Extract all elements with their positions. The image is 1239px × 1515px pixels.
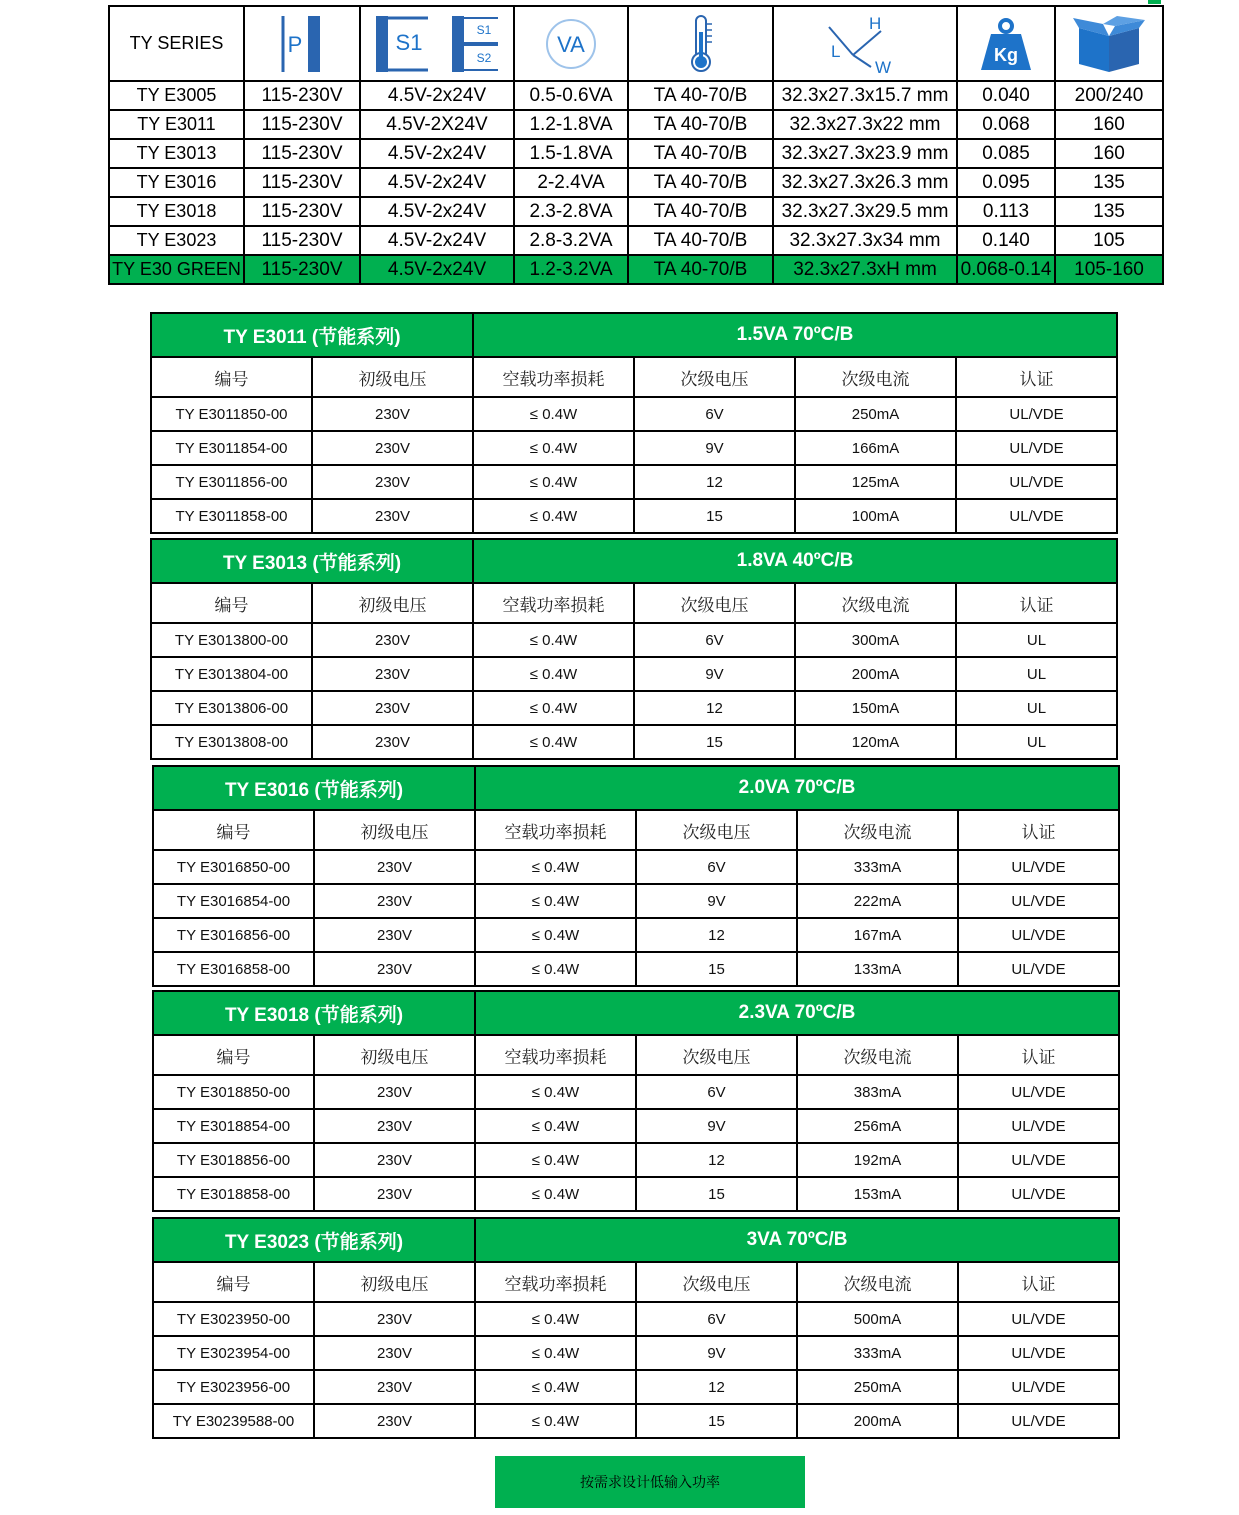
column-header: 空载功率损耗	[473, 357, 634, 397]
table-cell: TY E3011856-00	[151, 465, 312, 499]
overview-cell: 0.068	[957, 110, 1055, 139]
overview-cell: 105	[1055, 226, 1163, 255]
overview-cell: 160	[1055, 110, 1163, 139]
overview-row	[109, 226, 1163, 255]
packing-quantity-header	[1055, 6, 1163, 81]
column-header: 认证	[958, 810, 1119, 850]
table-cell: UL	[956, 691, 1117, 725]
table-cell: 230V	[314, 1075, 475, 1109]
table-cell: 333mA	[797, 1336, 958, 1370]
overview-cell: 135	[1055, 197, 1163, 226]
secondary-voltage-header	[360, 6, 514, 81]
overview-cell: 115-230V	[244, 168, 360, 197]
overview-cell: 115-230V	[244, 197, 360, 226]
spec-table-header	[153, 1218, 1119, 1262]
table-cell: 15	[636, 1177, 797, 1211]
table-cell: ≤ 0.4W	[475, 1177, 636, 1211]
column-header: 编号	[153, 1035, 314, 1075]
table-cell: TY E3018854-00	[153, 1109, 314, 1143]
table-cell: 150mA	[795, 691, 956, 725]
spec-column-headers	[153, 810, 1119, 850]
overview-cell: TA 40-70/B	[628, 226, 773, 255]
table-cell: TY E3013806-00	[151, 691, 312, 725]
weight-icon-label: Kg	[994, 44, 1018, 65]
table-cell: UL/VDE	[958, 918, 1119, 952]
table-cell: 12	[634, 465, 795, 499]
table-cell: 12	[636, 1370, 797, 1404]
dual-secondary-icon	[452, 16, 498, 72]
table-cell: 200mA	[795, 657, 956, 691]
overview-cell: 32.3x27.3x34 mm	[773, 226, 957, 255]
table-cell: ≤ 0.4W	[475, 952, 636, 986]
column-header: 次级电压	[634, 583, 795, 623]
table-row	[153, 1370, 1119, 1404]
overview-cell: TA 40-70/B	[628, 139, 773, 168]
table-cell: 230V	[312, 499, 473, 533]
column-header: 空载功率损耗	[475, 810, 636, 850]
table-row	[153, 1177, 1119, 1211]
table-row	[153, 1109, 1119, 1143]
table-cell: 12	[636, 1143, 797, 1177]
table-cell: ≤ 0.4W	[475, 1143, 636, 1177]
table-cell: 200mA	[797, 1404, 958, 1438]
temperature-class-header	[628, 6, 773, 81]
table-cell: 230V	[314, 1143, 475, 1177]
table-cell: ≤ 0.4W	[475, 1404, 636, 1438]
overview-cell: 4.5V-2X24V	[360, 110, 514, 139]
overview-cell: 0.068-0.14	[957, 255, 1055, 284]
table-cell: UL/VDE	[956, 499, 1117, 533]
table-cell: 230V	[314, 1370, 475, 1404]
dim-w-label: W	[875, 57, 892, 75]
table-row	[151, 657, 1117, 691]
overview-cell: 32.3x27.3x15.7 mm	[773, 81, 957, 110]
table-cell: ≤ 0.4W	[475, 1336, 636, 1370]
table-row	[153, 952, 1119, 986]
table-cell: UL/VDE	[956, 431, 1117, 465]
overview-row	[109, 197, 1163, 226]
table-cell: 6V	[636, 850, 797, 884]
table-cell: ≤ 0.4W	[475, 850, 636, 884]
table-cell: ≤ 0.4W	[473, 431, 634, 465]
column-header: 初级电压	[312, 357, 473, 397]
table-cell: ≤ 0.4W	[475, 1370, 636, 1404]
table-cell: 230V	[314, 1302, 475, 1336]
column-header: 编号	[151, 583, 312, 623]
table-row	[151, 691, 1117, 725]
table-cell: 230V	[312, 623, 473, 657]
table-cell: 230V	[314, 1336, 475, 1370]
spec-column-headers	[153, 1035, 1119, 1075]
table-row	[153, 850, 1119, 884]
overview-cell: 0.113	[957, 197, 1055, 226]
column-header: 次级电流	[797, 810, 958, 850]
column-header: 编号	[153, 810, 314, 850]
dimensions-header	[773, 6, 957, 81]
table-cell: UL	[956, 623, 1117, 657]
overview-row	[109, 81, 1163, 110]
overview-body	[109, 81, 1163, 284]
overview-cell: TY E3018	[109, 197, 244, 226]
table-cell: 6V	[634, 397, 795, 431]
column-header: 空载功率损耗	[473, 583, 634, 623]
table-cell: 15	[636, 1404, 797, 1438]
spec-table-title: TY E3018 (节能系列)	[153, 991, 475, 1035]
column-header: 认证	[958, 1262, 1119, 1302]
table-cell: UL/VDE	[956, 465, 1117, 499]
dim-l-label: L	[831, 41, 841, 61]
column-header: 次级电流	[795, 583, 956, 623]
table-cell: 300mA	[795, 623, 956, 657]
table-cell: 230V	[314, 1404, 475, 1438]
spec-table-title: TY E3016 (节能系列)	[153, 766, 475, 810]
overview-cell: TY E3011	[109, 110, 244, 139]
overview-row	[109, 139, 1163, 168]
column-header: 次级电压	[636, 1262, 797, 1302]
table-cell: ≤ 0.4W	[475, 1075, 636, 1109]
series-label-text: TY SERIES	[129, 33, 224, 53]
table-cell: 250mA	[797, 1370, 958, 1404]
overview-cell: 32.3x27.3xH mm	[773, 255, 957, 284]
table-cell: 6V	[636, 1302, 797, 1336]
overview-cell: 115-230V	[244, 255, 360, 284]
overview-cell: TY E3013	[109, 139, 244, 168]
va-icon-label: VA	[557, 31, 585, 57]
table-cell: 256mA	[797, 1109, 958, 1143]
table-row	[151, 623, 1117, 657]
overview-cell: 135	[1055, 168, 1163, 197]
table-cell: 125mA	[795, 465, 956, 499]
table-cell: ≤ 0.4W	[475, 918, 636, 952]
table-cell: UL	[956, 725, 1117, 759]
table-cell: 15	[634, 725, 795, 759]
column-header: 初级电压	[312, 583, 473, 623]
table-cell: 230V	[312, 725, 473, 759]
spec-table	[150, 312, 1118, 534]
column-header: 次级电流	[797, 1262, 958, 1302]
table-cell: TY E3011850-00	[151, 397, 312, 431]
table-cell: 9V	[636, 884, 797, 918]
overview-cell: TY E3005	[109, 81, 244, 110]
table-cell: TY E3018858-00	[153, 1177, 314, 1211]
table-cell: 6V	[634, 623, 795, 657]
column-header: 认证	[958, 1035, 1119, 1075]
overview-cell: 4.5V-2x24V	[360, 168, 514, 197]
spec-column-headers	[151, 583, 1117, 623]
table-cell: 120mA	[795, 725, 956, 759]
table-cell: ≤ 0.4W	[475, 884, 636, 918]
spec-table-title: TY E3013 (节能系列)	[151, 539, 473, 583]
overview-cell: 200/240	[1055, 81, 1163, 110]
spec-table-rating: 2.0VA 70ºC/B	[475, 766, 1119, 810]
column-header: 编号	[153, 1262, 314, 1302]
table-cell: UL/VDE	[958, 1177, 1119, 1211]
table-cell: 230V	[312, 465, 473, 499]
spec-table	[152, 765, 1120, 987]
table-cell: TY E3016850-00	[153, 850, 314, 884]
overview-cell: 105-160	[1055, 255, 1163, 284]
overview-cell: 4.5V-2x24V	[360, 197, 514, 226]
dim-h-label: H	[869, 13, 882, 33]
spec-table	[150, 538, 1118, 760]
table-cell: ≤ 0.4W	[473, 499, 634, 533]
table-cell: 230V	[314, 952, 475, 986]
overview-cell: 1.5-1.8VA	[514, 139, 628, 168]
overview-cell: TY E3016	[109, 168, 244, 197]
s2-label: S2	[476, 50, 492, 65]
table-row	[151, 465, 1117, 499]
table-cell: 12	[634, 691, 795, 725]
overview-cell: 0.095	[957, 168, 1055, 197]
column-header: 初级电压	[314, 810, 475, 850]
column-header: 认证	[956, 357, 1117, 397]
table-cell: UL/VDE	[958, 952, 1119, 986]
spec-table-header	[151, 313, 1117, 357]
table-cell: UL/VDE	[958, 1370, 1119, 1404]
overview-row	[109, 168, 1163, 197]
series-label	[109, 6, 244, 81]
spec-table-header	[153, 766, 1119, 810]
spec-table-header	[153, 991, 1119, 1035]
column-header: 次级电流	[797, 1035, 958, 1075]
primary-voltage-header	[244, 6, 360, 81]
overview-cell: TA 40-70/B	[628, 197, 773, 226]
table-cell: 230V	[314, 850, 475, 884]
table-cell: UL/VDE	[958, 1302, 1119, 1336]
spec-table	[152, 1217, 1120, 1439]
table-cell: UL/VDE	[958, 1143, 1119, 1177]
table-cell: ≤ 0.4W	[473, 397, 634, 431]
column-header: 次级电流	[795, 357, 956, 397]
power-rating-header	[514, 6, 628, 81]
table-cell: UL/VDE	[958, 884, 1119, 918]
table-cell: 333mA	[797, 850, 958, 884]
table-row	[153, 1143, 1119, 1177]
overview-cell: TA 40-70/B	[628, 168, 773, 197]
overview-cell: 2.3-2.8VA	[514, 197, 628, 226]
design-low-input-power-button[interactable]: 按需求设计低输入功率	[495, 1456, 805, 1508]
table-cell: 9V	[634, 431, 795, 465]
table-cell: 230V	[314, 884, 475, 918]
table-cell: TY E3016856-00	[153, 918, 314, 952]
overview-cell: 0.085	[957, 139, 1055, 168]
table-cell: TY E3016858-00	[153, 952, 314, 986]
column-header: 认证	[956, 583, 1117, 623]
overview-cell: 4.5V-2x24V	[360, 226, 514, 255]
table-row	[153, 1302, 1119, 1336]
overview-cell: 4.5V-2x24V	[360, 255, 514, 284]
column-header: 空载功率损耗	[475, 1262, 636, 1302]
table-cell: 15	[636, 952, 797, 986]
overview-cell: 2.8-3.2VA	[514, 226, 628, 255]
table-cell: TY E3023950-00	[153, 1302, 314, 1336]
table-cell: 153mA	[797, 1177, 958, 1211]
table-cell: TY E3018850-00	[153, 1075, 314, 1109]
weight-icon	[979, 16, 1033, 72]
table-cell: 230V	[314, 918, 475, 952]
table-cell: TY E3013800-00	[151, 623, 312, 657]
column-header: 初级电压	[314, 1035, 475, 1075]
table-row	[153, 1336, 1119, 1370]
column-header: 次级电压	[636, 1035, 797, 1075]
table-cell: 6V	[636, 1075, 797, 1109]
overview-cell: TA 40-70/B	[628, 81, 773, 110]
overview-cell: 32.3x27.3x22 mm	[773, 110, 957, 139]
table-cell: TY E3013808-00	[151, 725, 312, 759]
table-row	[151, 397, 1117, 431]
spec-column-headers	[153, 1262, 1119, 1302]
spec-column-headers	[151, 357, 1117, 397]
spec-table-header	[151, 539, 1117, 583]
overview-cell: 32.3x27.3x26.3 mm	[773, 168, 957, 197]
column-header: 初级电压	[314, 1262, 475, 1302]
table-cell: ≤ 0.4W	[475, 1302, 636, 1336]
overview-cell: 4.5V-2x24V	[360, 139, 514, 168]
table-cell: 230V	[312, 431, 473, 465]
table-cell: 230V	[312, 657, 473, 691]
table-row	[153, 1404, 1119, 1438]
column-header: 次级电压	[636, 810, 797, 850]
table-cell: 250mA	[795, 397, 956, 431]
table-cell: ≤ 0.4W	[473, 623, 634, 657]
overview-cell: 115-230V	[244, 226, 360, 255]
table-row	[151, 431, 1117, 465]
overview-cell: TA 40-70/B	[628, 255, 773, 284]
overview-cell: 1.2-3.2VA	[514, 255, 628, 284]
overview-cell: 0.5-0.6VA	[514, 81, 628, 110]
secondary-winding-icon	[376, 16, 428, 72]
overview-cell: 115-230V	[244, 139, 360, 168]
table-cell: 12	[636, 918, 797, 952]
table-cell: 166mA	[795, 431, 956, 465]
column-header: 编号	[151, 357, 312, 397]
overview-table	[108, 5, 1164, 285]
table-row	[153, 918, 1119, 952]
overview-row	[109, 110, 1163, 139]
box-icon	[1073, 14, 1145, 74]
table-cell: TY E3013804-00	[151, 657, 312, 691]
table-cell: 230V	[314, 1177, 475, 1211]
overview-cell: 115-230V	[244, 81, 360, 110]
va-icon	[544, 17, 598, 71]
table-cell: ≤ 0.4W	[475, 1109, 636, 1143]
overview-cell: 4.5V-2x24V	[360, 81, 514, 110]
overview-cell: TY E30 GREEN	[109, 255, 244, 284]
secondary-icon-label: S1	[395, 29, 423, 55]
s1-label: S1	[476, 22, 492, 37]
table-cell: 500mA	[797, 1302, 958, 1336]
table-row	[153, 1075, 1119, 1109]
table-cell: ≤ 0.4W	[473, 465, 634, 499]
table-cell: 133mA	[797, 952, 958, 986]
table-cell: 9V	[636, 1109, 797, 1143]
table-cell: 222mA	[797, 884, 958, 918]
table-cell: TY E3011854-00	[151, 431, 312, 465]
corner-mark	[1148, 0, 1161, 4]
column-header: 空载功率损耗	[475, 1035, 636, 1075]
table-cell: TY E3018856-00	[153, 1143, 314, 1177]
spec-table-title: TY E3023 (节能系列)	[153, 1218, 475, 1262]
overview-cell: 0.140	[957, 226, 1055, 255]
overview-row	[109, 255, 1163, 284]
table-row	[151, 499, 1117, 533]
table-row	[151, 725, 1117, 759]
overview-cell: 115-230V	[244, 110, 360, 139]
table-cell: ≤ 0.4W	[473, 691, 634, 725]
primary-winding-icon	[280, 16, 324, 72]
table-cell: TY E3023956-00	[153, 1370, 314, 1404]
table-cell: 9V	[634, 657, 795, 691]
overview-cell: TA 40-70/B	[628, 110, 773, 139]
table-cell: ≤ 0.4W	[473, 725, 634, 759]
table-cell: UL/VDE	[958, 1404, 1119, 1438]
primary-icon-label: P	[287, 31, 303, 57]
table-cell: 9V	[636, 1336, 797, 1370]
spec-table-rating: 1.5VA 70ºC/B	[473, 313, 1117, 357]
thermometer-icon	[687, 14, 715, 74]
overview-cell: 32.3x27.3x23.9 mm	[773, 139, 957, 168]
table-cell: TY E30239588-00	[153, 1404, 314, 1438]
table-cell: UL	[956, 657, 1117, 691]
column-header: 次级电压	[634, 357, 795, 397]
table-cell: UL/VDE	[958, 850, 1119, 884]
table-cell: UL/VDE	[958, 1109, 1119, 1143]
table-cell: 383mA	[797, 1075, 958, 1109]
spec-table-rating: 2.3VA 70ºC/B	[475, 991, 1119, 1035]
weight-header	[957, 6, 1055, 81]
overview-cell: 1.2-1.8VA	[514, 110, 628, 139]
overview-cell: 160	[1055, 139, 1163, 168]
table-cell: TY E3016854-00	[153, 884, 314, 918]
table-cell: 100mA	[795, 499, 956, 533]
spec-table-rating: 3VA 70ºC/B	[475, 1218, 1119, 1262]
table-cell: 230V	[312, 397, 473, 431]
spec-table	[152, 990, 1120, 1212]
table-cell: 230V	[314, 1109, 475, 1143]
table-cell: UL/VDE	[958, 1336, 1119, 1370]
overview-cell: 32.3x27.3x29.5 mm	[773, 197, 957, 226]
table-cell: TY E3011858-00	[151, 499, 312, 533]
spec-table-title: TY E3011 (节能系列)	[151, 313, 473, 357]
overview-icon-row	[109, 6, 1163, 81]
table-cell: 167mA	[797, 918, 958, 952]
table-cell: UL/VDE	[956, 397, 1117, 431]
overview-cell: TY E3023	[109, 226, 244, 255]
dimensions-icon	[825, 13, 905, 75]
table-cell: ≤ 0.4W	[473, 657, 634, 691]
table-cell: TY E3023954-00	[153, 1336, 314, 1370]
overview-cell: 2-2.4VA	[514, 168, 628, 197]
table-cell: 192mA	[797, 1143, 958, 1177]
overview-cell: 0.040	[957, 81, 1055, 110]
table-cell: UL/VDE	[958, 1075, 1119, 1109]
table-cell: 15	[634, 499, 795, 533]
table-cell: 230V	[312, 691, 473, 725]
table-row	[153, 884, 1119, 918]
spec-table-rating: 1.8VA 40ºC/B	[473, 539, 1117, 583]
